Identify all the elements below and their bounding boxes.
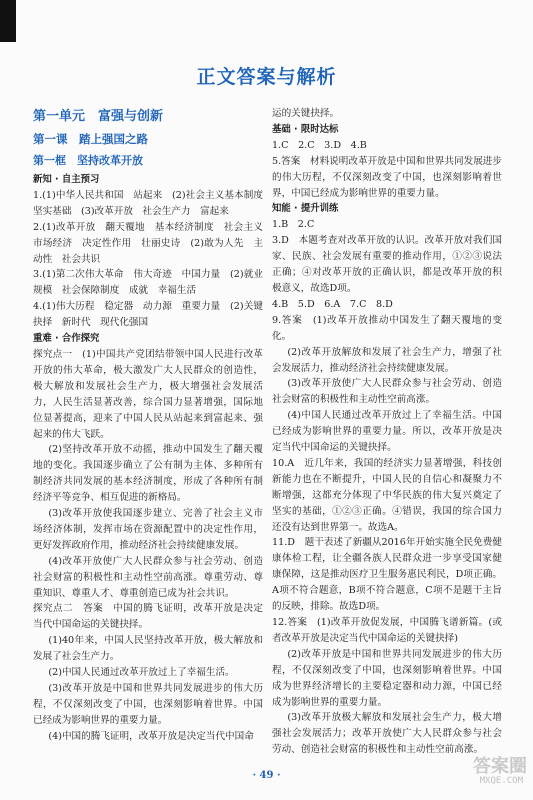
answer-paragraph: 4.B 5.D 6.A 7.C 8.D <box>272 298 393 310</box>
section-label: 知能 · 提升训练 <box>272 203 339 215</box>
answer-paragraph: 4.(1)伟大历程 稳定器 动力源 重要力量 (2)关键抉择 新时代 现代化强国 <box>33 301 263 329</box>
answer-paragraph: (4)中国人民通过改革开放过上了幸福生活。中国已经成为影响世界的重要力量。所以，改革开放是决定当代中国命运的关键抉择。 <box>272 410 502 454</box>
answer-paragraph: 探究点一 (1)中国共产党团结带领中国人民进行改革开放的伟大革命，极大激发广大人民群众的创造性，极大解放和发展社会生产力，极大增强社会发展活力，人民生活显著改善，综合国力显著增强，国际地位显著提高，迎来了中国人民从站起来到富起来、强起来的伟大飞跃。 <box>33 348 263 440</box>
answer-paragraph: (3)改革开放使广大人民群众参与社会劳动、创造社会财富的积极性和主动性空前高涨。 <box>272 378 502 406</box>
answer-paragraph: (2)坚持改革开放不动摇，推动中国发生了翻天覆地的变化。我国逐步确立了公有制为主体、多种所有制经济共同发展的基本经济制度，形成了各种所有制经济平等竞争、相互促进的新格局。 <box>33 444 263 504</box>
left-column <box>33 106 273 745</box>
section-label: 新知 · 自主预习 <box>33 174 100 185</box>
answer-paragraph: (3)改革开放是中国和世界共同发展进步的伟大历程，不仅深刻改变了中国，也深刻影响着世界。中国已经成为影响世界的重要力量。 <box>33 683 263 726</box>
answer-paragraph: 1.B 2.C <box>272 219 315 231</box>
answer-paragraph: (4)中国的腾飞证明，改革开放是决定当代中国命 <box>48 730 254 742</box>
heading: 第一课 踏上强国之路 <box>33 132 148 146</box>
answer-paragraph: 3.D 本题考查对改革开放的认识。改革开放对我们国家、民族、社会发展有重要的推动作用，①②③说法正确；④对改革开放的正确认识，都是改革开放的积极意义，故选D项。 <box>272 235 502 294</box>
corner-bar <box>0 0 16 42</box>
right-column <box>272 106 502 758</box>
answer-paragraph: 1.C 2.C 3.D 4.B <box>272 139 367 151</box>
answer-paragraph: 1.(1)中华人民共和国 站起来 (2)社会主义基本制度 坚实基础 (3)改革开放 社会生产力 富起来 <box>33 189 273 217</box>
watermark-url: MXQE.COM <box>479 776 523 786</box>
heading: 第一单元 富强与创新 <box>33 109 164 124</box>
section-label: 重难 · 合作探究 <box>33 333 100 345</box>
answer-paragraph: 10.A 近几年来，我国的经济实力显著增强，科技创新能力也在不断提升，中国人民的自信心和凝聚力不断增强，这都充分体现了中华民族的伟大复兴奠定了坚实的基础，①②③正确。④错误，我国的综合国力还没有达到世界第一。故选A。 <box>272 457 502 533</box>
answer-paragraph: 5.答案 材料说明改革开放是中国和世界共同发展进步的伟大历程，不仅深刻改变了中国，也深刻影响着世界，中国已经成为影响世界的重要力量。 <box>272 155 502 199</box>
answer-paragraph: 9.答案 (1)改革开放推动中国发生了翻天覆地的变化。 <box>272 314 502 342</box>
page-number: · 49 · <box>252 770 281 781</box>
answer-paragraph: (1)40年来，中国人民坚持改革开放，极大解放和发展了社会生产力。 <box>33 635 263 663</box>
answer-paragraph: (2)改革开放解放和发展了社会生产力，增强了社会发展活力，推动经济社会持续健康发展。 <box>272 346 502 374</box>
answer-paragraph: 3.(1)第二次伟大革命 伟大奇迹 中国力量 (2)就业规模 社会保障制度 成就 幸福生活 <box>33 269 263 297</box>
section-label: 基础 · 限时达标 <box>272 123 339 135</box>
answer-paragraph: (4)改革开放使广大人民群众参与社会劳动、创造社会财富的积极性和主动性空前高涨。尊重劳动、尊重知识、尊重人才、尊重创造已成为社会共识。 <box>33 555 263 599</box>
answer-paragraph: 11.D 题干表述了新疆从2016年开始实施全民免费健康体检工程，让全疆各族人民群众进一步享受国家健康保障，这是推动医疗卫生服务惠民利民，D项正确。A项不符合题意，B项不符合题意，C项不是题干主旨的反映，排除。故选D项。 <box>272 537 502 613</box>
answer-paragraph: (3)改革开放极大解放和发展社会生产力，极大增强社会发展活力；改革开放使广大人民群众参与社会劳动、创造社会财富的积极性和主动性空前高涨。 <box>272 712 502 756</box>
page-title: 正文答案与解析 <box>196 66 337 88</box>
answer-paragraph: (2)中国人民通过改革开放过上了幸福生活。 <box>48 667 235 679</box>
answer-paragraph: 2.(1)改革开放 翻天覆地 基本经济制度 社会主义市场经济 决定性作用 壮丽史诗 (2)敢为人先 主动性 社会共识 <box>33 221 263 265</box>
answer-paragraph: 探究点二 答案 中国的腾飞证明，改革开放是决定当代中国命运的关键抉择。 <box>33 603 263 631</box>
answer-paragraph: 12.答案 (1)改革开放促发展，中国腾飞谱新篇。(或者改革开放是决定当代中国命运的关键抉择) <box>272 617 502 644</box>
watermark-logo: 答案圈 <box>473 756 527 777</box>
heading: 第一框 坚持改革开放 <box>33 154 143 167</box>
answer-paragraph: (3)改革开放使我国逐步建立、完善了社会主义市场经济体制，发挥市场在资源配置中的决定性作用，更好发挥政府作用，推动经济社会持续健康发展。 <box>33 508 263 551</box>
answer-paragraph: 运的关键抉择。 <box>272 108 340 119</box>
answer-paragraph: (2)改革开放是中国和世界共同发展进步的伟大历程，不仅深刻改变了中国，也深刻影响着世界。中国成为世界经济增长的主要稳定器和动力源，中国已经成为影响世界的重要力量。 <box>272 648 502 708</box>
